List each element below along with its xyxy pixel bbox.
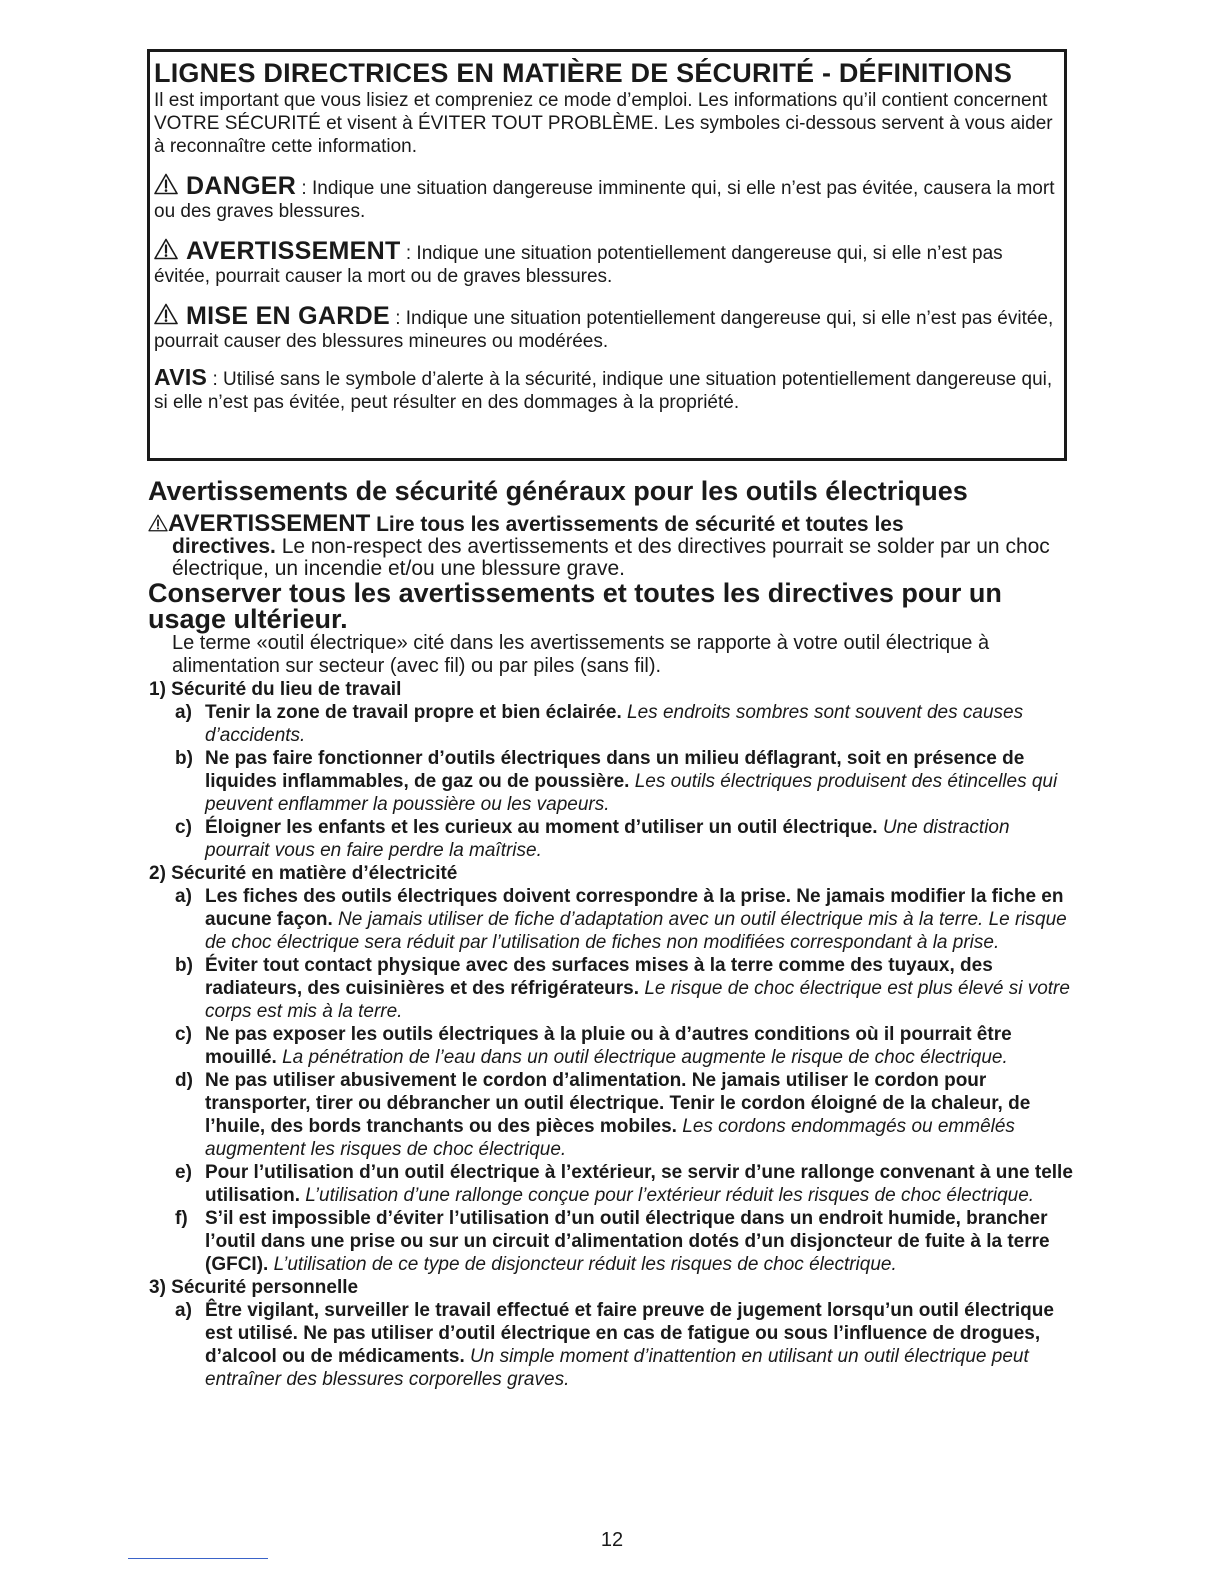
item-instruction: Les fiches des outils électriques doivent correspondre à la prise. Ne jamais modifier la fiche en aucune façon.	[205, 886, 1064, 930]
item-body	[205, 816, 1078, 862]
list-item	[175, 701, 1078, 747]
warning-text: Le non-respect des avertissements et des directives pourrait se solder par un choc électrique, un incendie et/ou une blessure grave.	[172, 535, 1050, 580]
danger-text: Indique une situation dangereuse imminente qui, si elle n’est pas évitée, causera la mort ou des graves blessures.	[154, 178, 1055, 222]
terme-paragraph: Le terme «outil électrique» cité dans les avertissements se rapporte à votre outil électrique à alimentation sur secteur (avec fil) ou par piles (sans fil).	[172, 632, 990, 677]
avertissement-text: Indique une situation potentiellement dangereuse qui, si elle n’est pas évitée, pourrait causer la mort ou de graves blessures.	[154, 243, 1003, 287]
item-explanation: Les endroits sombres sont souvent des causes d’accidents.	[205, 702, 1024, 746]
danger-term: DANGER	[186, 172, 297, 200]
definitions-intro: Il est important que vous lisiez et compreniez ce mode d’emploi. Les informations qu’il contient concernent VOTRE SÉCURITÉ et visent à ÉVITER TOUT PROBLÈME. Les symboles ci-dessous servent à vous aider à reconnaître cette information.	[154, 90, 1053, 157]
danger-definition: DANGER : Indique une situation dangereuse imminente qui, si elle n’est pas évitée, causera la mort ou des graves blessures.	[154, 172, 1055, 222]
alert-triangle-icon	[154, 173, 178, 195]
avertissement-definition: AVERTISSEMENT : Indique une situation potentiellement dangereuse qui, si elle n’est pas évitée, pourrait causer la mort ou de graves blessures.	[154, 237, 1003, 287]
item-explanation: Un simple moment d’inattention en utilisant un outil électrique peut entraîner des blessures corporelles graves.	[205, 1346, 1029, 1390]
item-label: c)	[175, 1024, 192, 1045]
safety-sections	[148, 678, 1078, 1391]
item-label: c)	[175, 817, 192, 838]
item-label: a)	[175, 702, 192, 723]
item-explanation: Ne jamais utiliser de fiche d’adaptation avec un outil électrique mis à la terre. Le risque de choc électrique sera réduit par l’utilisation de fiches non modifiées correspondant à la prise.	[205, 909, 1067, 953]
avertissement-term: AVERTISSEMENT	[186, 237, 401, 265]
section-title: 3) Sécurité personnelle	[149, 1277, 359, 1298]
item-instruction: Ne pas faire fonctionner d’outils électriques dans un milieu déflagrant, soit en présence de liquides inflammables, de gaz ou de poussière.	[205, 748, 1025, 792]
item-label: e)	[175, 1162, 192, 1183]
item-explanation: La pénétration de l’eau dans un outil électrique augmente le risque de choc électrique.	[282, 1047, 1008, 1068]
item-explanation: L’utilisation d’une rallonge conçue pour l’extérieur réduit les risques de choc électrique.	[305, 1185, 1035, 1206]
item-body	[205, 747, 1078, 816]
conserver-heading: Conserver tous les avertissements et toutes les directives pour un usage ultérieur.	[148, 578, 1002, 634]
avis-text: Utilisé sans le symbole d’alerte à la sécurité, indique une situation potentiellement dangereuse qui, si elle n’est pas évitée, peut résulter en des dommages à la propriété.	[154, 369, 1053, 413]
mise-en-garde-definition: MISE EN GARDE : Indique une situation potentiellement dangereuse qui, si elle n’est pas évitée, pourrait causer des blessures mineures ou modérées.	[154, 302, 1054, 352]
item-explanation: Les outils électriques produisent des étincelles qui peuvent enflammer la poussière ou les vapeurs.	[205, 771, 1058, 815]
item-label: a)	[175, 1300, 192, 1321]
item-label: b)	[175, 955, 193, 976]
section-title: 2) Sécurité en matière d’électricité	[149, 863, 458, 884]
item-instruction: Ne pas utiliser abusivement le cordon d’alimentation. Ne jamais utiliser le cordon pour transporter, tirer ou débrancher un outil électrique. Tenir le cordon éloigné de la chaleur, de l’huile, des bords tranchants ou des pièces mobiles.	[205, 1070, 1031, 1137]
item-instruction: Pour l’utilisation d’un outil électrique à l’extérieur, se servir d’une rallonge convenant à une telle utilisation.	[205, 1162, 1073, 1206]
alert-triangle-icon	[148, 514, 168, 532]
list-item	[175, 1023, 1078, 1069]
warning-word: AVERTISSEMENT	[168, 510, 371, 537]
item-body	[205, 1161, 1078, 1207]
list-item	[175, 816, 1078, 862]
definitions-title: LIGNES DIRECTRICES EN MATIÈRE DE SÉCURITÉ - DÉFINITIONS	[154, 58, 1013, 88]
avis-term: AVIS	[154, 364, 208, 390]
list-item	[175, 885, 1078, 954]
item-label: d)	[175, 1070, 193, 1091]
item-body	[205, 954, 1078, 1023]
page-number: 12	[600, 1529, 624, 1551]
item-explanation: Les cordons endommagés ou emmêlés augmentent les risques de choc électrique.	[205, 1116, 1015, 1160]
list-item	[175, 954, 1078, 1023]
mise-en-garde-term: MISE EN GARDE	[186, 302, 390, 330]
item-instruction: Ne pas exposer les outils électriques à la pluie ou à d’autres conditions où il pourrait être mouillé.	[205, 1024, 1012, 1068]
warning-lead: Lire tous les avertissements de sécurité et toutes les	[370, 513, 904, 536]
item-instruction: Être vigilant, surveiller le travail effectué et faire preuve de jugement lorsqu’un outil électrique est utilisé. Ne pas utiliser d’outil électrique en cas de fatigue ou sous l’influence de drogues, d’alcool ou de médicaments.	[205, 1300, 1054, 1367]
item-label: f)	[175, 1208, 188, 1229]
item-label: a)	[175, 886, 192, 907]
item-instruction: Éviter tout contact physique avec des surfaces mises à la terre comme des tuyaux, des radiateurs, des cuisinières et des réfrigérateurs.	[205, 955, 993, 999]
item-body	[205, 1069, 1078, 1161]
item-instruction: Éloigner les enfants et les curieux au moment d’utiliser un outil électrique.	[205, 817, 878, 838]
item-instruction: S’il est impossible d’éviter l’utilisation d’un outil électrique dans un endroit humide, brancher l’outil dans une prise ou sur un circuit d’alimentation dotés d’un disjoncteur de fuite à la terre (GFCI).	[205, 1208, 1050, 1275]
item-explanation: L’utilisation de ce type de disjoncteur réduit les risques de choc électrique.	[273, 1254, 897, 1275]
item-explanation: Une distraction pourrait vous en faire perdre la maîtrise.	[205, 817, 1010, 861]
footer-rule	[128, 1558, 268, 1559]
avis-definition: AVIS : Utilisé sans le symbole d’alerte à la sécurité, indique une situation potentiellement dangereuse qui, si elle n’est pas évitée, peut résulter en des dommages à la propriété.	[154, 364, 1053, 413]
item-body	[205, 1023, 1078, 1069]
list-item	[175, 1299, 1078, 1391]
item-body	[205, 1207, 1078, 1276]
item-body	[205, 1299, 1078, 1391]
mise-en-garde-text: Indique une situation potentiellement dangereuse qui, si elle n’est pas évitée, pourrait causer des blessures mineures ou modérées.	[154, 308, 1054, 352]
safety-definitions-box	[147, 49, 1067, 461]
list-item	[175, 747, 1078, 816]
alert-triangle-icon	[154, 238, 178, 260]
list-item	[175, 1207, 1078, 1276]
item-explanation: Le risque de choc électrique est plus élevé si votre corps est mis à la terre.	[205, 978, 1070, 1022]
section-title: 1) Sécurité du lieu de travail	[149, 679, 402, 700]
item-body	[205, 885, 1078, 954]
item-body	[205, 701, 1078, 747]
list-item	[175, 1069, 1078, 1161]
general-warnings-heading: Avertissements de sécurité généraux pour les outils électriques	[148, 476, 968, 506]
alert-triangle-icon	[154, 303, 178, 325]
general-warning-paragraph: AVERTISSEMENT Lire tous les avertissements de sécurité et toutes les directives. Le non-respect des avertissements et des directives pourrait se solder par un choc électrique, un incendie et/ou une blessure grave.	[148, 513, 1078, 580]
main-content	[148, 475, 1078, 1391]
item-label: b)	[175, 748, 193, 769]
item-instruction: Tenir la zone de travail propre et bien éclairée.	[205, 702, 622, 723]
list-item	[175, 1161, 1078, 1207]
